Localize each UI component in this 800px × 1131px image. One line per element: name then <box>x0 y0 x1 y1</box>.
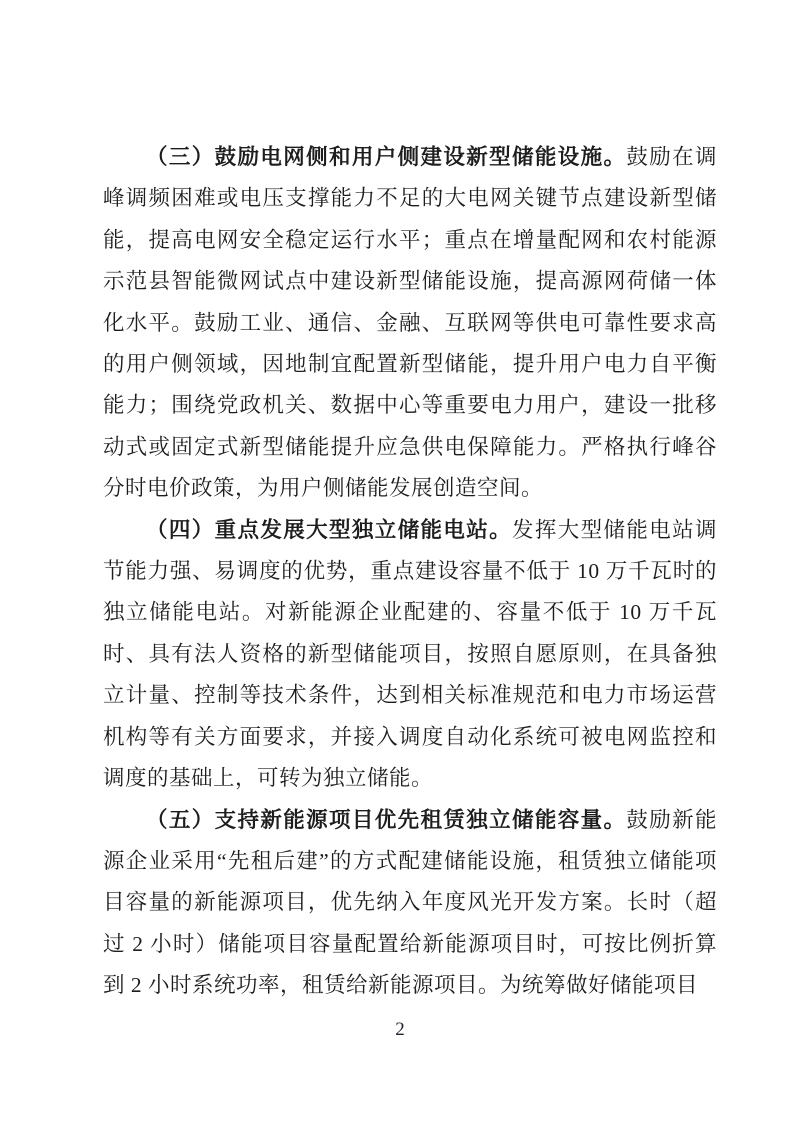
page-number: 2 <box>395 1019 405 1040</box>
paragraph-3 <box>103 137 717 510</box>
paragraph-4 <box>103 510 717 800</box>
document-body <box>103 137 717 1007</box>
paragraph-5-heading: （五）支持新能源项目优先租赁独立储能容量。 <box>146 807 627 832</box>
paragraph-3-heading: （三）鼓励电网侧和用户侧建设新型储能设施。 <box>146 145 627 169</box>
paragraph-4-body: 发挥大型储能电站调节能力强、易调度的优势，重点建设容量不低于 10 万千瓦时的独立储能电站。对新能源企业配建的、容量不低于 10 万千瓦时、具有法人资格的新型储能项目，按照自愿原则，在具备独立计量、控制等技术条件，达到相关标准规范和电力市场运营机构等有关方面要求，并接入调度自动化系统可被电网监控和调度的基础上，可转为独立储能。 <box>103 517 717 791</box>
paragraph-5 <box>103 800 717 1007</box>
paragraph-4-heading: （四）重点发展大型独立储能电站。 <box>146 517 512 542</box>
paragraph-5-body: 鼓励新能源企业采用“先租后建”的方式配建储能设施，租赁独立储能项目容量的新能源项目，优先纳入年度风光开发方案。长时（超过 2 小时）储能项目容量配置给新能源项目时，可按比例折算到 2 小时系统功率，租赁给新能源项目。为统筹做好储能项目 <box>103 807 717 998</box>
paragraph-3-body: 鼓励在调峰调频困难或电压支撑能力不足的大电网关键节点建设新型储能，提高电网安全稳定运行水平；重点在增量配网和农村能源示范县智能微网试点中建设新型储能设施，提高源网荷储一体化水平。鼓励工业、通信、金融、互联网等供电可靠性要求高的用户侧领域，因地制宜配置新型储能，提升用户电力自平衡能力；围绕党政机关、数据中心等重要电力用户，建设一批移动式或固定式新型储能提升应急供电保障能力。严格执行峰谷分时电价政策，为用户侧储能发展创造空间。 <box>103 145 717 501</box>
